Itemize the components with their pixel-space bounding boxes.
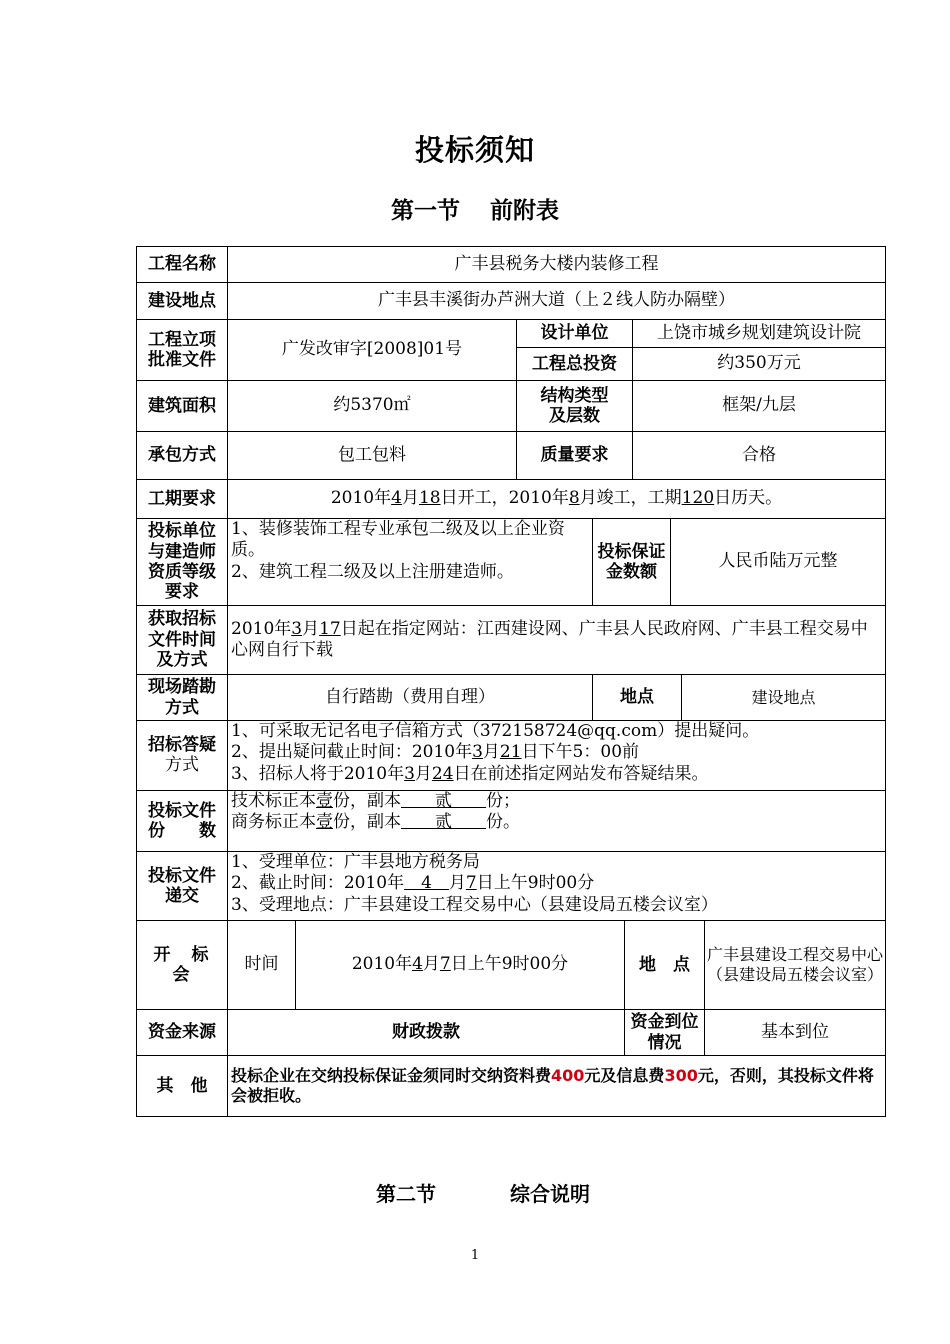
- submission-month: 4: [404, 873, 449, 894]
- label-bond-text: 投标保证金数额: [597, 541, 666, 582]
- label-survey-place: 地点: [592, 674, 682, 721]
- label-period: 工期要求: [136, 479, 228, 519]
- page-number: 1: [470, 1248, 480, 1263]
- label-opening-place: 地 点: [624, 920, 705, 1010]
- obtain-text-2: 月: [302, 618, 320, 639]
- other-text-3: 元，否则，其投标文件将会被拒收。: [231, 1066, 874, 1105]
- label-bond: [592, 518, 671, 606]
- label-funding: 资金来源: [136, 1009, 228, 1056]
- label-design-unit: 设计单位: [516, 319, 633, 348]
- label-qualification-text: 投标单位与建造师资质等级要求: [148, 521, 216, 603]
- label-copies-b: 份 数: [148, 821, 216, 841]
- value-fund-arrival: 基本到位: [704, 1009, 886, 1056]
- copies-biz-c: 份。: [486, 812, 520, 833]
- opening-time-b: 月: [422, 954, 440, 975]
- obtain-month: 3: [291, 618, 303, 639]
- value-contract-mode: 包工包料: [227, 431, 517, 480]
- submission-line-3: 3、受理地点：广丰县建设工程交易中心（县建设局五楼会议室）: [231, 894, 718, 915]
- qa-line-3-month: 3: [404, 763, 415, 784]
- label-qa-a: 招标答疑: [148, 734, 216, 755]
- value-quality: 合格: [632, 431, 886, 480]
- value-submission: [227, 851, 886, 921]
- label-approval-text: 工程立项批准文件: [148, 329, 216, 370]
- other-material-fee: 400: [551, 1066, 585, 1085]
- submission-day: 7: [465, 873, 477, 894]
- other-info-fee: 300: [664, 1066, 698, 1085]
- copies-tech-a: 技术标正本: [231, 791, 316, 811]
- period-text-2: 月: [401, 488, 419, 509]
- value-other: [227, 1055, 886, 1117]
- opening-day: 7: [439, 954, 451, 975]
- qa-line-3-day: 24: [431, 763, 454, 784]
- label-contract-mode: 承包方式: [136, 431, 228, 480]
- value-structure: 框架/九层: [632, 380, 886, 432]
- value-copies: [227, 790, 886, 852]
- period-days: 120: [681, 488, 715, 509]
- section1-title: 前附表: [490, 198, 559, 224]
- qualification-line-1: 1、装修装饰工程专业承包二级及以上企业资质。: [231, 519, 565, 561]
- period-start-day: 18: [418, 488, 441, 509]
- label-copies-a: 投标文件: [148, 800, 216, 821]
- qa-line-2-day: 21: [499, 742, 522, 763]
- value-survey-place: 建设地点: [681, 674, 886, 721]
- copies-biz-a: 商务标正本: [231, 812, 316, 833]
- value-site-survey: 自行踏勘（费用自理）: [227, 674, 593, 721]
- value-qa: [227, 720, 886, 791]
- submission-line-2-a: 2、截止时间：2010年: [231, 873, 405, 894]
- value-design-unit: 上饶市城乡规划建筑设计院: [632, 319, 886, 348]
- copies-tech-c: 份；: [486, 791, 520, 811]
- section1-number: 第一节: [391, 198, 460, 224]
- qualification-line-2: 2、建筑工程二级及以上注册建造师。: [231, 561, 514, 582]
- copies-biz-original: 壹: [316, 812, 333, 833]
- qa-line-3-a: 3、招标人将于2010年: [231, 763, 405, 784]
- qa-line-3-b: 月: [414, 763, 432, 784]
- qa-line-2-a: 2、提出疑问截止时间：2010年: [231, 742, 473, 763]
- document-title: 投标须知: [414, 133, 535, 167]
- copies-biz-duplicate: 贰: [401, 812, 486, 833]
- period-start-month: 4: [391, 488, 402, 509]
- label-fund-arrival-text: 资金到位情况: [630, 1012, 699, 1053]
- value-location: 广丰县丰溪街办芦洲大道（上２线人防办隔壁）: [227, 282, 886, 320]
- qa-line-2-month: 3: [472, 742, 483, 763]
- qa-line-1: 1、可采取无记名电子信箱方式（372158724@qq.com）提出疑问。: [231, 721, 760, 741]
- other-text-2: 元及信息费: [584, 1066, 665, 1085]
- label-project-name: 工程名称: [136, 246, 228, 283]
- label-other: 其 他: [136, 1055, 228, 1117]
- qa-line-3-c: 日在前述指定网站发布答疑结果。: [453, 763, 709, 784]
- section2-title: 综合说明: [510, 1182, 590, 1206]
- label-structure-text: 结构类型及层数: [540, 385, 609, 426]
- section1-heading: [0, 192, 950, 225]
- qa-line-2-b: 月: [482, 742, 500, 763]
- value-project-name: 广丰县税务大楼内装修工程: [227, 246, 886, 283]
- label-copies: [136, 790, 228, 852]
- value-period: [227, 479, 886, 519]
- submission-line-2-b: 月: [448, 873, 466, 894]
- period-end-month: 8: [568, 488, 580, 509]
- copies-biz-b: 份，副本: [333, 812, 401, 833]
- label-opening-text: 开 标会: [153, 944, 211, 985]
- qa-line-2-c: 日下午5：00前: [521, 742, 640, 763]
- opening-time-a: 2010年: [351, 954, 413, 975]
- value-opening-place: [704, 920, 886, 1010]
- submission-line-1: 1、受理单位：广丰县地方税务局: [231, 852, 480, 872]
- label-opening-time: 时间: [227, 920, 296, 1010]
- opening-time-c: 日上午9时00分: [450, 954, 569, 975]
- label-approval: [136, 319, 228, 381]
- obtain-text-3: 日起在指定网站：江西建设网、广丰县人民政府网、广丰县工程交易中心网自行下载: [231, 618, 868, 660]
- label-submission-text: 投标文件递交: [148, 865, 216, 906]
- obtain-day: 17: [319, 618, 341, 639]
- label-site-survey: [136, 674, 228, 721]
- value-obtain-docs: [227, 605, 886, 675]
- value-approval: 广发改审字[2008]01号: [227, 319, 517, 381]
- label-survey-text: 现场踏勘方式: [148, 677, 216, 718]
- opening-month: 4: [412, 954, 423, 975]
- label-obtain-text: 获取招标文件时间及方式: [148, 609, 216, 671]
- label-submission: [136, 851, 228, 921]
- label-structure: [516, 380, 633, 432]
- submission-line-2-c: 日上午9时00分: [476, 873, 595, 894]
- value-funding: 财政拨款: [227, 1009, 625, 1056]
- value-qualification: [227, 518, 593, 606]
- label-obtain-docs: [136, 605, 228, 675]
- period-text-5: 日历天。: [714, 488, 783, 509]
- label-qa-b: 方式: [165, 755, 199, 776]
- copies-tech-original: 壹: [316, 791, 333, 811]
- label-qa: [136, 720, 228, 791]
- value-total-investment: 约350万元: [632, 347, 886, 381]
- period-text-4: 月竣工，工期: [579, 488, 682, 509]
- label-quality: 质量要求: [516, 431, 633, 480]
- label-qualification: [136, 518, 228, 606]
- label-total-investment: 工程总投资: [516, 347, 633, 381]
- label-building-area: 建筑面积: [136, 380, 228, 432]
- section2-number: 第二节: [376, 1182, 436, 1206]
- value-building-area: 约5370㎡: [227, 380, 517, 432]
- label-fund-arrival: [624, 1009, 705, 1056]
- period-text-1: 2010年: [330, 488, 392, 509]
- opening-place-text: 广丰县建设工程交易中心（县建设局五楼会议室）: [707, 945, 884, 984]
- period-text-3: 日开工，2010年: [440, 488, 569, 509]
- label-location: 建设地点: [136, 282, 228, 320]
- copies-tech-duplicate: 贰: [401, 791, 486, 811]
- obtain-text-1: 2010年: [231, 618, 292, 639]
- value-bond: 人民币陆万元整: [670, 518, 886, 606]
- other-text-1: 投标企业在交纳投标保证金须同时交纳资料费: [231, 1066, 552, 1085]
- label-bid-opening: [136, 920, 228, 1010]
- copies-tech-b: 份，副本: [333, 791, 401, 811]
- value-opening-time: [295, 920, 625, 1010]
